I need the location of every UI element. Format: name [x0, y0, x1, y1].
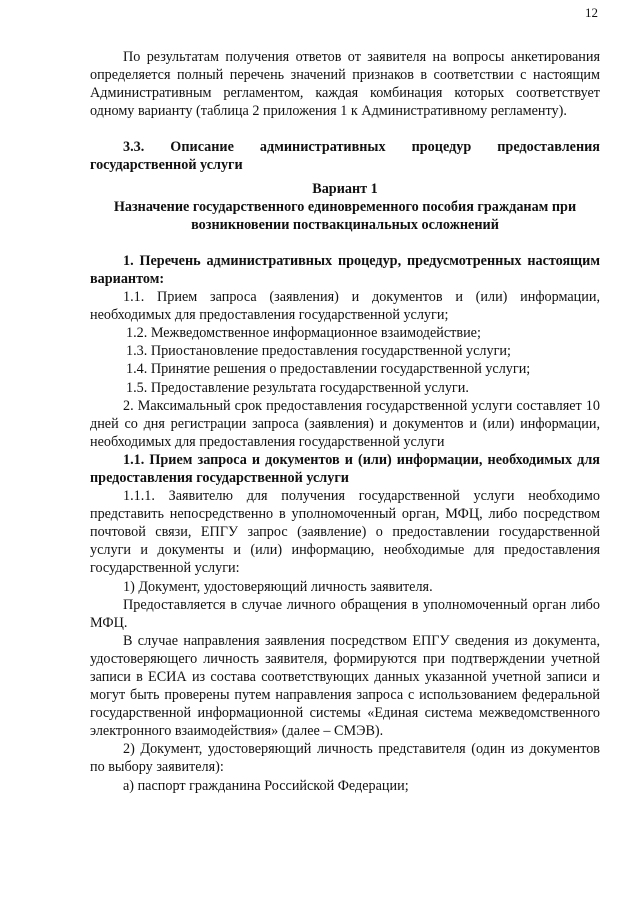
document-1: 1) Документ, удостоверяющий личность заявителя. [123, 578, 433, 595]
procedure-item: 1.3. Приостановление предоставления государственной услуги; [126, 343, 511, 360]
document-2-a: а) паспорт гражданина Российской Федерации; [123, 777, 409, 794]
document-body [90, 48, 600, 795]
procedure-item: 1.5. Предоставление результата государственной услуги. [126, 379, 469, 396]
page-number: 12 [585, 5, 598, 20]
variant-title: Вариант 1 [312, 180, 378, 197]
procedure-item: 1.4. Принятие решения о предоставлении государственной услуги; [126, 361, 531, 378]
subsection-heading: 1.1. Прием запроса и документов и (или) информации, необходимых для предоставления государственной услуги [90, 451, 600, 486]
intro-paragraph: По результатам получения ответов от заявителя на вопросы анкетирования определяется полный перечень значений признаков в соответствии с настоящим Административным регламентом, каждая комбинация которых соответствует одному варианту (таблица 2 приложения 1 к Административному регламенту). [90, 49, 600, 120]
document-2: 2) Документ, удостоверяющий личность представителя (один из документов по выбору заявителя): [90, 741, 600, 776]
procedure-item: 1.2. Межведомственное информационное взаимодействие; [126, 325, 481, 342]
paragraph-1-1-1: 1.1.1. Заявителю для получения государственной услуги необходимо представить непосредственно в уполномоченный орган, МФЦ, либо посредством почтовой связи, ЕПГУ запрос (заявление) о предоставлении государственной услуги и документы и (или) информацию, необходимые для предоставления государственной услуги: [90, 488, 600, 577]
section-heading: 3.3. Описание административных процедур предоставления государственной услуги [90, 139, 600, 174]
epgu-paragraph: В случае направления заявления посредством ЕПГУ сведения из документа, удостоверяющего личность заявителя, формируются при подтверждении учетной записи в ЕСИА из состава соответствующих данных указанной учетной записи и могут быть проверены путем направления запроса с использованием федеральной государственной информационной системы «Единая система межведомственного электронного взаимодействия» (далее – СМЭВ). [90, 632, 600, 740]
term-paragraph: 2. Максимальный срок предоставления государственной услуги составляет 10 дней со дня регистрации запроса (заявления) и документов и (или) информации, необходимых для предоставления государственной услуги [90, 397, 600, 450]
list-heading: 1. Перечень административных процедур, предусмотренных настоящим вариантом: [90, 252, 600, 287]
document-1-note: Предоставляется в случае личного обращения в уполномоченный орган либо МФЦ. [90, 596, 600, 631]
procedure-item: 1.1. Прием запроса (заявления) и документов и (или) информации, необходимых для предоставления государственной услуги; [90, 289, 600, 324]
variant-subtitle: Назначение государственного единовременного пособия гражданам при возникновении поствакцинальных осложнений [113, 198, 577, 233]
